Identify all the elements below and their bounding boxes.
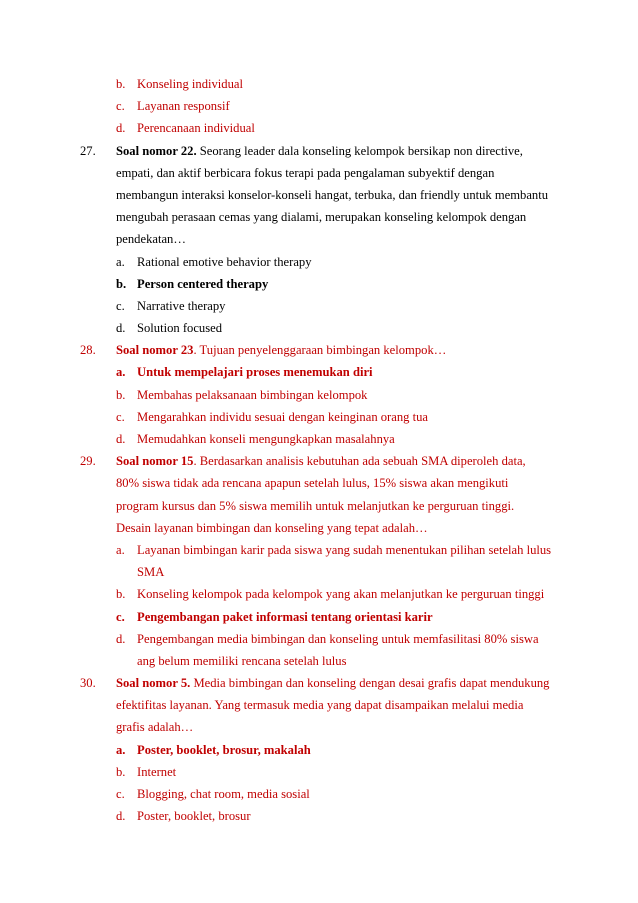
question-label: Soal nomor 15 (116, 454, 194, 469)
option-letter: a. (116, 542, 125, 557)
question-text: efektifitas layanan. Yang termasuk media yang dapat disampaikan melalui media (116, 698, 524, 713)
option-text: Membahas pelaksanaan bimbingan kelompok (137, 387, 368, 402)
q29-option-b (0, 583, 638, 605)
q29-option-d (0, 628, 638, 650)
option-letter: c. (116, 609, 125, 624)
question-text-part: Seorang leader dala konseling kelompok bersikap non directive, (196, 143, 523, 158)
q28-option-c (0, 406, 638, 428)
q28-option-d (0, 428, 638, 450)
option-letter: a. (116, 254, 125, 269)
option-text: Blogging, chat room, media sosial (137, 787, 310, 801)
q28-option-b (0, 384, 638, 406)
question-label: Soal nomor 5. (116, 676, 191, 691)
question-text (116, 672, 549, 694)
question-label: Soal nomor 23 (116, 343, 194, 358)
q27-stem (0, 140, 638, 162)
q30-stem-line (0, 694, 638, 716)
question-text (116, 450, 526, 472)
q26-option-c (0, 95, 638, 117)
option-letter: b. (116, 387, 126, 402)
q27-stem-line (0, 206, 638, 228)
option-text: Pengembangan media bimbingan dan konseling untuk memfasilitasi 80% siswa (137, 631, 539, 646)
question-number: 27. (80, 143, 96, 158)
q27-stem-line (0, 228, 638, 250)
question-text: empati, dan aktif berbicara fokus terapi pada pengalaman subyektif dengan (116, 165, 495, 180)
q26-option-b (0, 73, 638, 95)
q30-option-c (0, 783, 638, 805)
option-letter: b. (116, 276, 127, 291)
option-text: Perencanaan individual (137, 121, 255, 136)
question-text (116, 339, 446, 361)
option-text: Internet (137, 764, 177, 779)
option-text: Poster, booklet, brosur, makalah (137, 742, 311, 757)
option-letter: d. (116, 809, 126, 824)
question-text: grafis adalah… (116, 720, 194, 735)
q30-stem-line (0, 716, 638, 738)
q29-option-a (0, 539, 638, 561)
q30-option-d (0, 805, 638, 827)
q30-option-b (0, 761, 638, 783)
q27-option-b-answer (0, 273, 638, 295)
option-letter: b. (116, 764, 126, 779)
question-text: program kursus dan 5% siswa memilih untuk melanjutkan ke perguruan tinggi. (116, 498, 515, 513)
option-text: Solution focused (137, 321, 223, 336)
q30-stem (0, 672, 638, 694)
q28-option-a-answer (0, 361, 638, 383)
question-text (116, 140, 523, 162)
q29-option-c-answer (0, 606, 638, 628)
option-letter: a. (116, 365, 126, 380)
option-letter: b. (116, 77, 126, 91)
option-letter: c. (116, 409, 125, 424)
q28-stem (0, 339, 638, 361)
option-text: Konseling kelompok pada kelompok yang akan melanjutkan ke perguruan tinggi (137, 587, 545, 602)
question-text: Desain layanan bimbingan dan konseling yang tepat adalah… (116, 520, 428, 535)
option-text: ang belum memiliki rencana setelah lulus (137, 653, 347, 668)
option-letter: c. (116, 99, 125, 114)
option-letter: c. (116, 298, 125, 313)
option-letter: d. (116, 631, 126, 646)
option-text: Mengarahkan individu sesuai dengan keinginan orang tua (137, 409, 428, 424)
question-number: 29. (80, 454, 96, 469)
option-text: Layanan bimbingan karir pada siswa yang sudah menentukan pilihan setelah lulus (137, 542, 552, 557)
option-text: Untuk mempelajari proses menemukan diri (137, 365, 373, 380)
option-text: Poster, booklet, brosur (137, 809, 251, 824)
option-text: Narrative therapy (137, 298, 226, 313)
option-text: Person centered therapy (137, 276, 269, 291)
question-list (0, 73, 638, 827)
option-text: Memudahkan konseli mengungkapkan masalahnya (137, 432, 395, 446)
q29-stem-line (0, 472, 638, 494)
q26-option-d (0, 117, 638, 139)
question-text-part: Media bimbingan dan konseling dengan desai grafis dapat mendukung (190, 676, 550, 691)
question-text: 80% siswa tidak ada rencana apapun setelah lulus, 15% siswa akan mengikuti (116, 476, 509, 491)
option-letter: c. (116, 787, 125, 801)
question-text: mengubah perasaan cemas yang dialami, merupakan konseling kelompok dengan (116, 210, 527, 225)
question-number: 28. (80, 343, 96, 358)
q27-option-a (0, 251, 638, 273)
option-letter: d. (116, 121, 126, 136)
question-text: membangun interaksi konselor-konseli hangat, terbuka, dan friendly untuk membantu (116, 187, 549, 202)
q29-stem-line (0, 495, 638, 517)
question-text-part: . Tujuan penyelenggaraan bimbingan kelompok… (193, 343, 447, 358)
q29-stem-line (0, 517, 638, 539)
question-number: 30. (80, 676, 96, 691)
option-letter: b. (116, 587, 126, 602)
q27-stem-line (0, 184, 638, 206)
question-text-part: . Berdasarkan analisis kebutuhan ada sebuah SMA diperoleh data, (193, 454, 526, 469)
option-text: SMA (137, 565, 165, 580)
q29-option-d-cont (0, 650, 638, 672)
option-letter: d. (116, 321, 126, 336)
q30-option-a-answer (0, 739, 638, 761)
option-letter: a. (116, 742, 126, 757)
option-text: Layanan responsif (137, 99, 230, 114)
question-label: Soal nomor 22. (116, 143, 197, 158)
q27-option-c (0, 295, 638, 317)
q29-stem (0, 450, 638, 472)
question-text: pendekatan… (116, 232, 186, 247)
q29-option-a-cont (0, 561, 638, 583)
option-letter: d. (116, 432, 126, 446)
option-text: Rational emotive behavior therapy (137, 254, 312, 269)
option-text: Konseling individual (137, 77, 243, 91)
option-text: Pengembangan paket informasi tentang orientasi karir (137, 609, 433, 624)
q27-stem-line (0, 162, 638, 184)
q27-option-d (0, 317, 638, 339)
